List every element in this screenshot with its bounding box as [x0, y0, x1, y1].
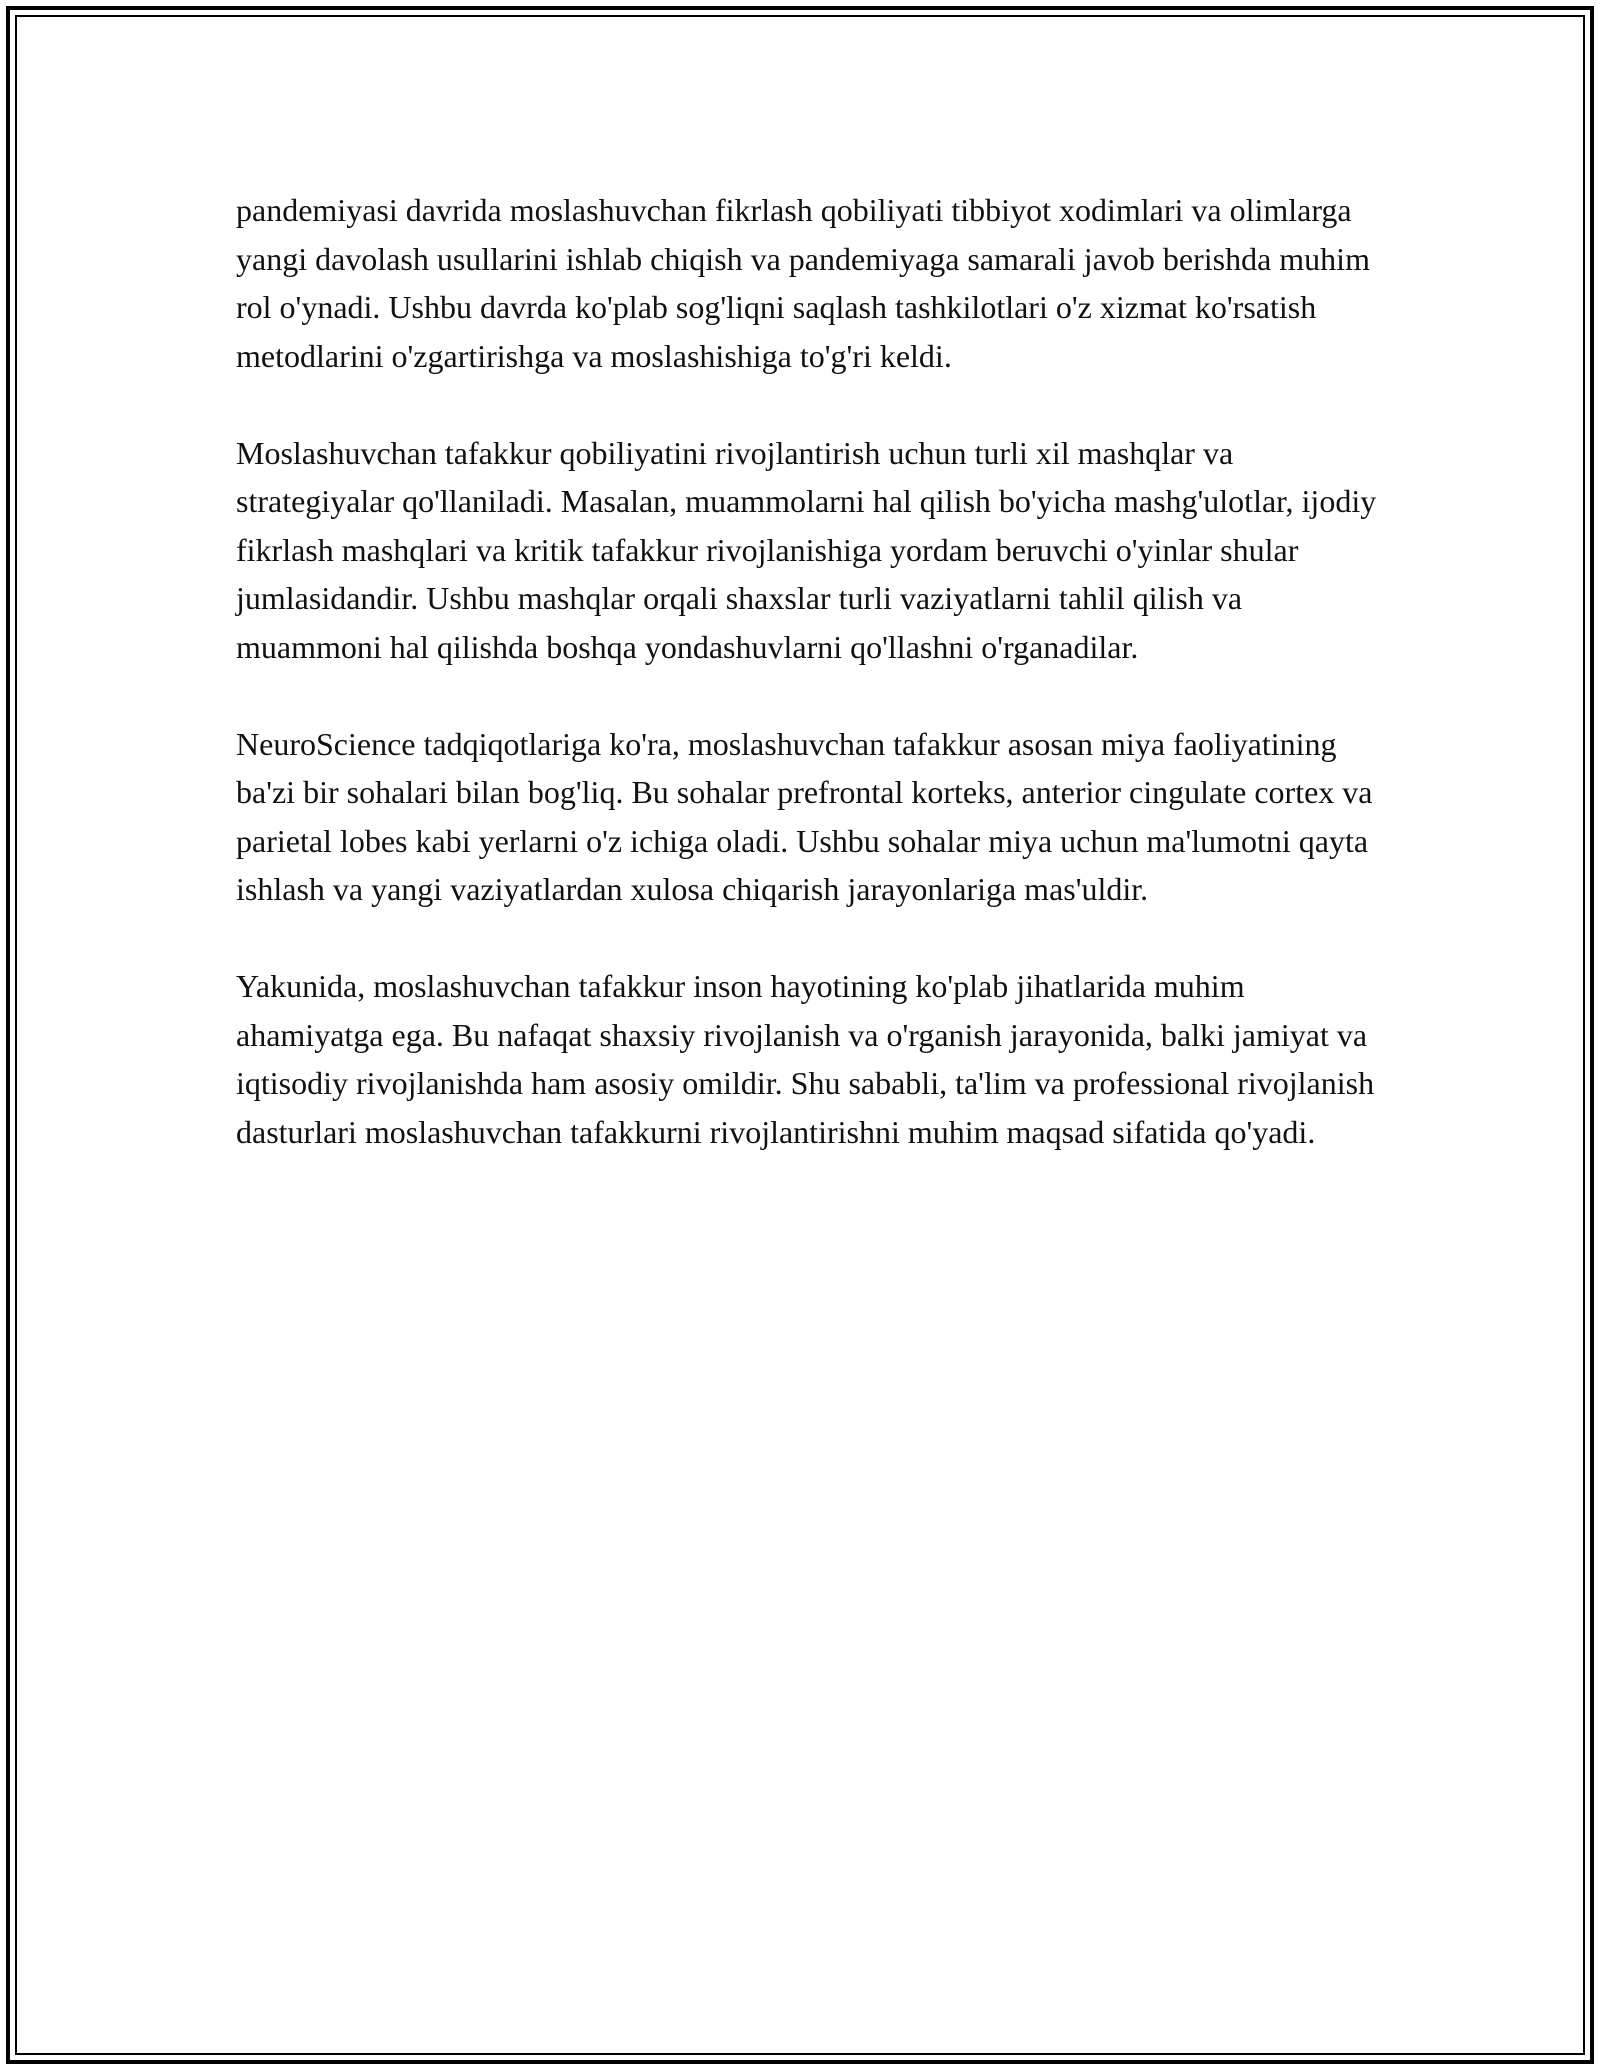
- paragraph-exercises: Moslashuvchan tafakkur qobiliyatini rivojlantirish uchun turli xil mashqlar va strategiyalar qo'llaniladi. Masalan, muammolarni hal qilish bo'yicha mashg'ulotlar, ijodiy fikrlash mashqlari va kritik tafakkur rivojlanishiga yordam beruvchi o'yinlar shular jumlasidandir. Ushbu mashqlar orqali shaxslar turli vaziyatlarni tahlil qilish va muammoni hal qilishda boshqa yondashuvlarni qo'llashni o'rganadilar.: [236, 434, 1377, 665]
- document-body: [236, 186, 1386, 1156]
- paragraph-conclusion: Yakunida, moslashuvchan tafakkur inson hayotining ko'plab jihatlarida muhim ahamiyatga ega. Bu nafaqat shaxsiy rivojlanish va o'rganish jarayonida, balki jamiyat va iqtisodiy rivojlanishda ham asosiy omildir. Shu sababli, ta'lim va professional rivojlanish dasturlari moslashuvchan tafakkurni rivojlantirishni muhim maqsad sifatida qo'yadi.: [236, 968, 1375, 1150]
- paragraph-neuroscience: NeuroScience tadqiqotlariga ko'ra, moslashuvchan tafakkur asosan miya faoliyatining ba'zi bir sohalari bilan bog'liq. Bu sohalar prefrontal korteks, anterior cingulate cortex va parietal lobes kabi yerlarni o'z ichiga oladi. Ushbu sohalar miya uchun ma'lumotni qayta ishlash va yangi vaziyatlardan xulosa chiqarish jarayonlariga mas'uldir.: [236, 725, 1373, 907]
- paragraph-pandemic: pandemiyasi davrida moslashuvchan fikrlash qobiliyati tibbiyot xodimlari va olimlarga yangi davolash usullarini ishlab chiqish va pandemiyaga samarali javob berishda muhim rol o'ynadi. Ushbu davrda ko'plab sog'liqni saqlash tashkilotlari o'z xizmat ko'rsatish metodlarini o'zgartirishga va moslashishiga to'g'ri keldi.: [236, 192, 1370, 374]
